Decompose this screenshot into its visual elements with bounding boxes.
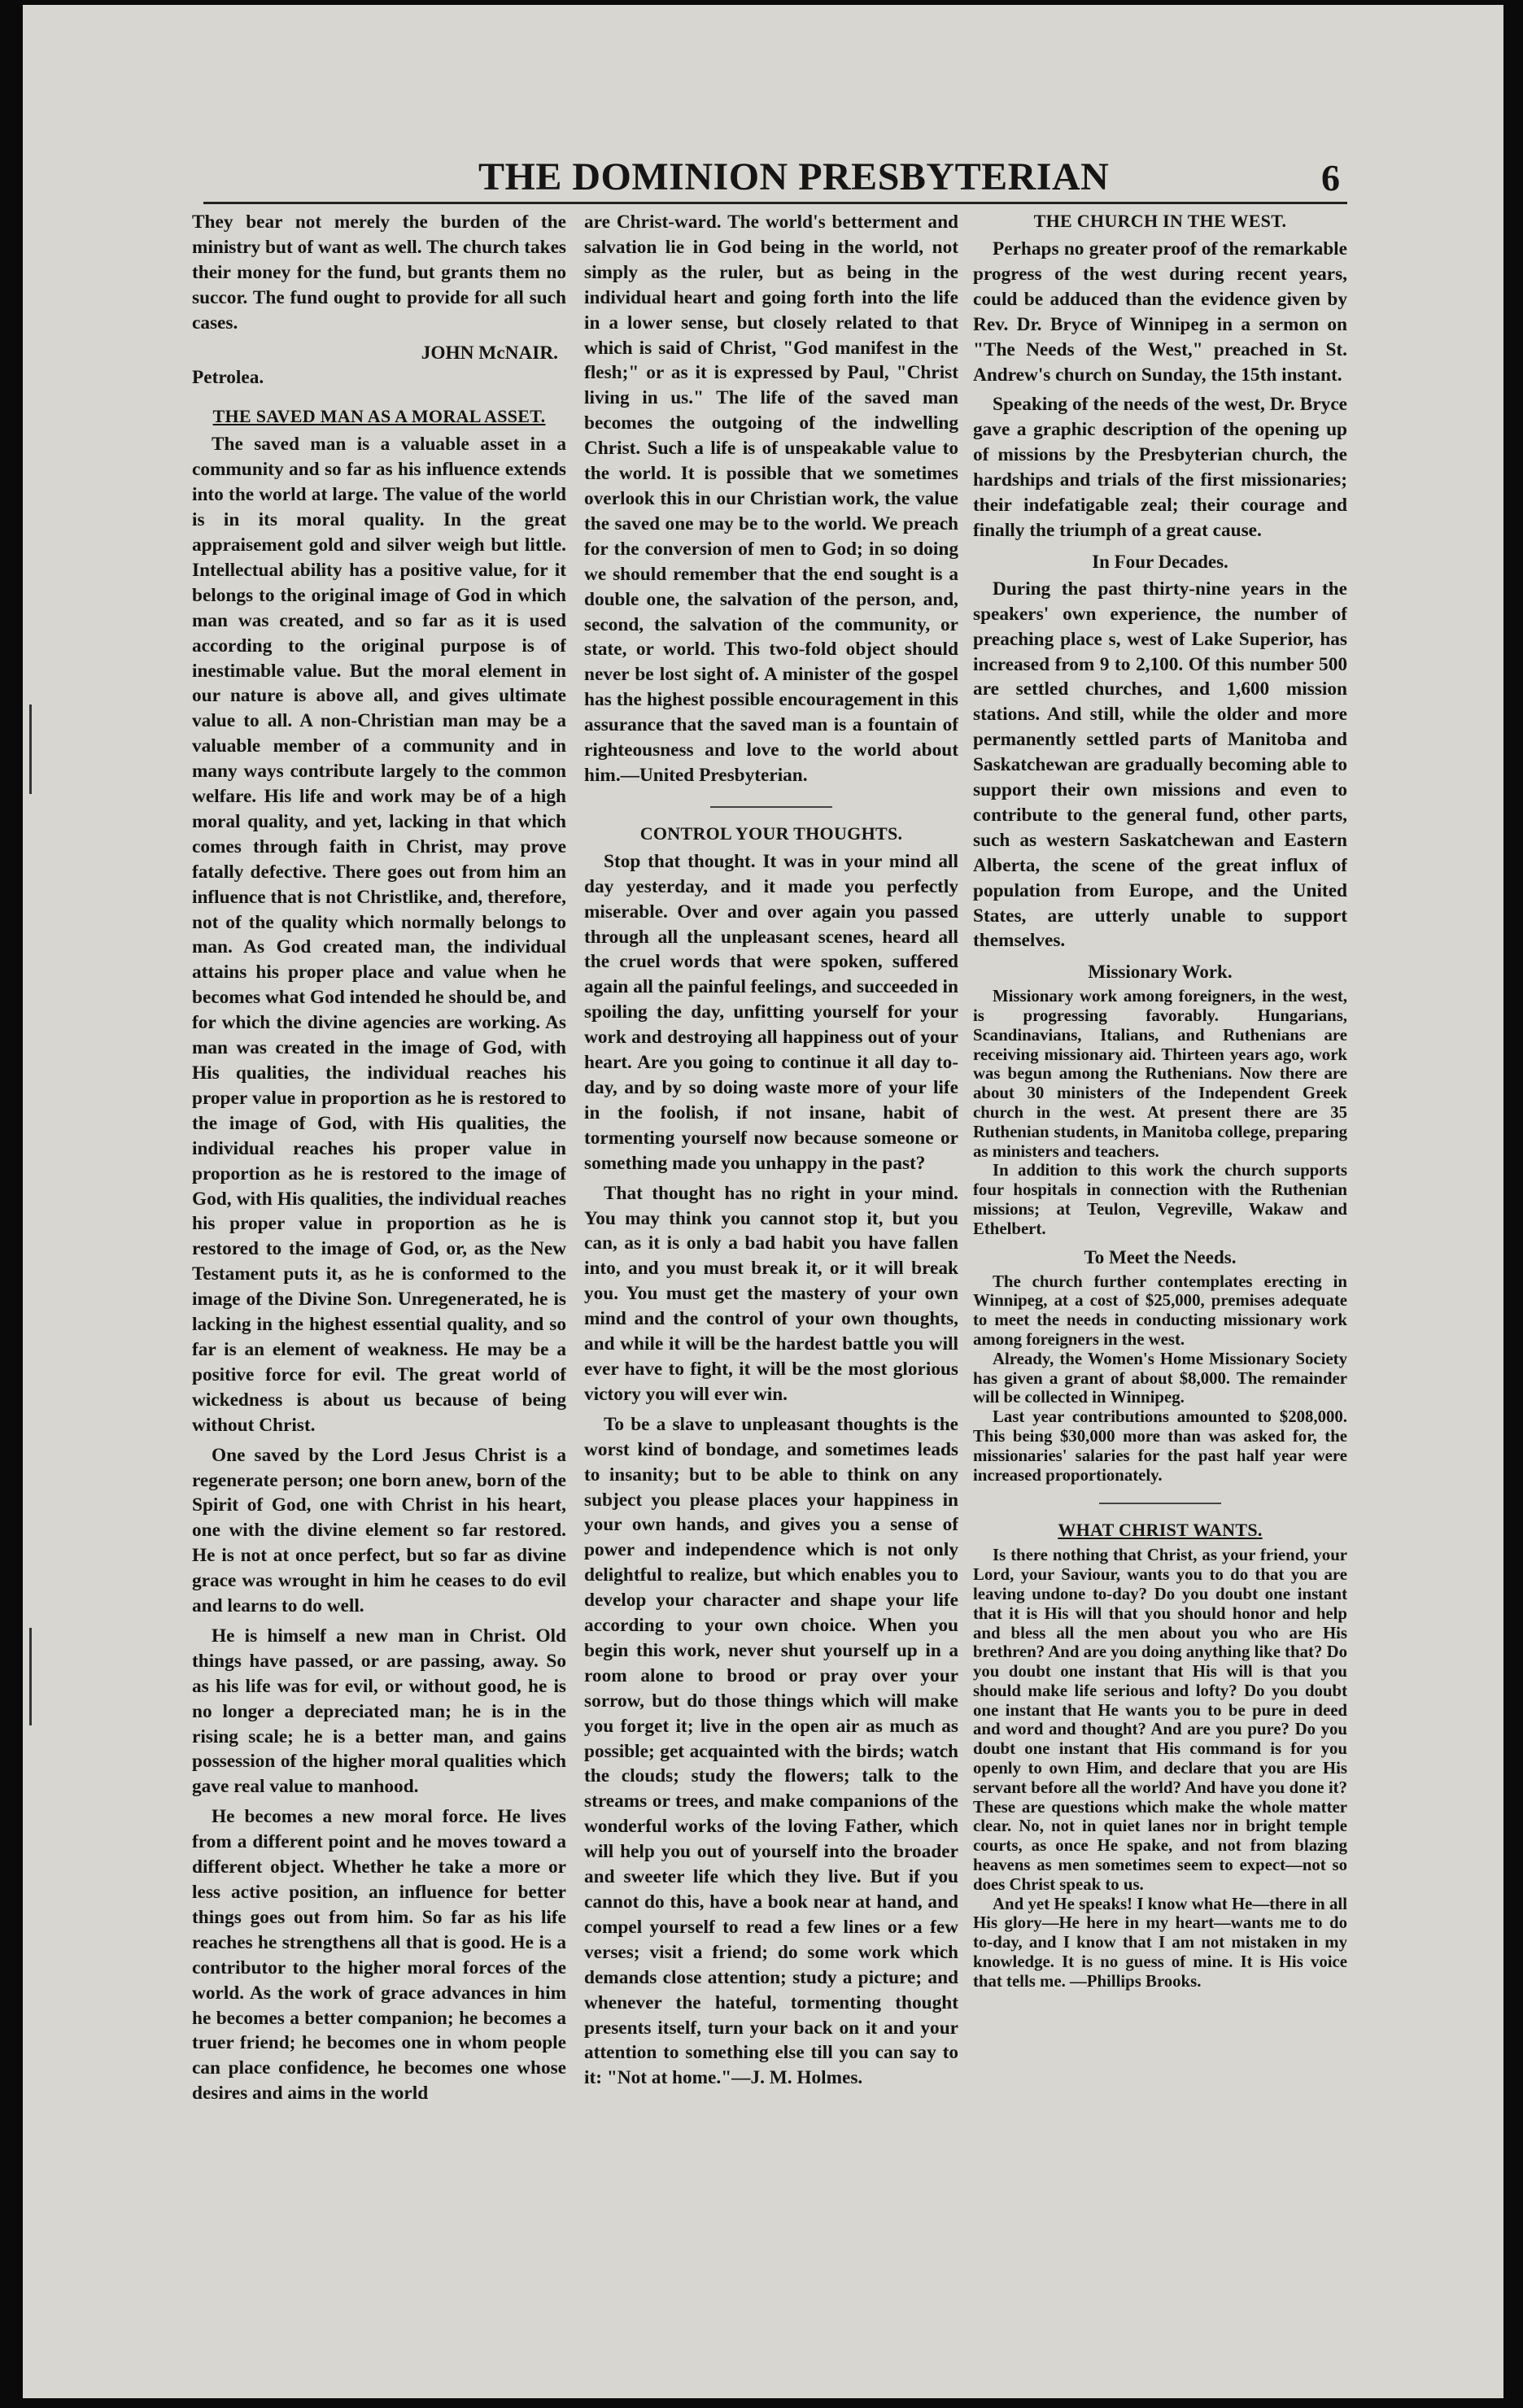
- paragraph: The saved man is a valuable asset in a community and so far as his influence extends into the world at large. The value of the world is in its moral quality. In the great appraisement gold and silver weigh but little. Intellectual ability has a positive value, for it belongs to the original image of God in which man was created, and so far as it is used according to the original purpose is of inestimable value. But the moral element in our nature is above all, and gives ultimate value to all. A non-Christian man may be a valuable member of a community and in many ways contribute largely to the common welfare. His life and work may be of a high moral quality, and yet, lacking in that which comes through faith in Christ, may prove fatally defective. There goes out from him an influence that is not Christlike, and, therefore, not of the quality which normally belongs to man. As God created man, the individual attains his proper place and value when he becomes what God intended he should be, and for which the divine agencies are working. As man was created in the image of God, with His qualities, the individual reaches his proper value in proportion as he is restored to the image of God, with His qualities, the individual reaches his proper value in proportion as he is restored to the image of God, with His qualities, the individual reaches his proper value in proportion as he is restored to the image of God, or, as the New Testament puts it, as he is conformed to the image of the Divine Son. Unregenerated, he is lacking in the highest essential quality, and so far is an element of weakness. He may be a positive force for evil. The great world of wickedness is about us because of being without Christ.: [192, 434, 566, 1436]
- paragraph: During the past thirty-nine years in the speakers' own experience, the number of preaching place s, west of Lake Superior, has increased from 9 to 2,100. Of this number 500 are settled churches, and 1,600 mission stations. And still, while the older and more permanently settled parts of Manitoba and Saskatchewan are gradually becoming able to support their own missions and even to contribute to the general fund, other parts, such as western Saskatchewan and Eastern Alberta, the scene of the great influx of population from Europe, and the United States, are utterly unable to support themselves.: [973, 578, 1347, 952]
- subheading: To Meet the Needs.: [1084, 1246, 1237, 1267]
- paragraph: Is there nothing that Christ, as your friend, your Lord, your Saviour, wants you to do that you are leaving undone to-day? Do you doubt one instant that it is His will that you should honor and help and bless all the men about you who are His brethren? And are you doing anything like that? Do you doubt one instant that His will is that you should make life serious and lofty? Do you doubt one instant that He wants you to be pure in deed and word and thought? And are you pure? Do you doubt one instant that His command is for you openly to own Him, and declare that you are His servant before all the world? And have you done it? These are questions which make the whole matter clear. No, not in quiet lanes nor in bright temple courts, as once He spake, and not from blazing heavens as men sometimes seem to expect—not so does Christ speak to us.: [973, 1546, 1347, 1894]
- paragraph: Missionary work among foreigners, in the west, is progressing favorably. Hungarians, Scandinavians, Italians, and Ruthenians are receiving missionary aid. Thirteen years ago, work was begun among the Ruthenians. Now there are about 30 ministers of the Independent Greek church in the west. At present there are 35 Ruthenian students, in Manitoba college, preparing as ministers and teachers.: [973, 987, 1347, 1161]
- small-print-block: [973, 1272, 1347, 1485]
- small-print-block: [973, 1546, 1347, 1991]
- small-print-block: [973, 987, 1347, 1238]
- column-3: [973, 210, 1347, 1991]
- paragraph: That thought has no right in your mind. You may think you cannot stop it, but you can, as it is only a bad habit you have fallen into, and you must break it, or it will break you. You must get the mastery of your own mind and the control of your own thoughts, and while it will be the hardest battle you will ever have to fight, it will be the most glorious victory you will ever win.: [584, 1182, 958, 1405]
- paragraph: Stop that thought. It was in your mind all day yesterday, and it made you perfectly miserable. Over and over again you passed through all the unpleasant scenes, heard all the cruel words that were spoken, suffered again all the painful feelings, and succeeded in spoiling the day, unfitting yourself for your work and destroying all happiness out of your heart. Are you going to continue it all day to-day, and by so doing waste more of your life in the foolish, if not insane, habit of tormenting yourself now because someone or something made you unhappy in the past?: [584, 850, 958, 1174]
- article-heading: THE CHURCH IN THE WEST.: [1033, 211, 1287, 231]
- paragraph: are Christ-ward. The world's betterment and salvation lie in God being in the world, not simply as the ruler, but as being in the individual heart and going forth into the life in a lower sense, but closely related to that which is said of Christ, "God manifest in the flesh;" or as it is expressed by Paul, "Christ living in us." The life of the saved man becomes the outgoing of the indwelling Christ. Such a life is of unspeakable value to the world. It is possible that we sometimes overlook this in our Christian work, the value the saved one may be to the world. We preach for the conversion of men to God; in so doing we should remember that the end sought is a double one, the salvation of the person, and, second, the salvation of the community, or state, or world. This two-fold object should never be lost sight of. A minister of the gospel has the highest possible encouragement in this assurance that the saved man is a fountain of righteousness and love to the world about him.—United Presbyterian.: [584, 212, 958, 786]
- paragraph: In addition to this work the church supports four hospitals in connection with the Ruthenian missions; at Teulon, Vegreville, Wakaw and Ethelbert.: [973, 1161, 1347, 1238]
- scan-edge-mark: [29, 1628, 32, 1725]
- subheading: In Four Decades.: [1092, 551, 1228, 572]
- newspaper-page: [23, 5, 1503, 2398]
- column-1: [192, 210, 566, 2111]
- header-rule: [203, 202, 1347, 204]
- place-line: Petrolea.: [192, 367, 264, 389]
- scan-edge-mark: [29, 705, 32, 794]
- article-heading: WHAT CHRIST WANTS.: [1058, 1520, 1263, 1541]
- paragraph: They bear not merely the burden of the ministry but of want as well. The church takes their money for the fund, but grants them no succor. The fund ought to provide for all such cases.: [192, 212, 566, 334]
- subheading: Missionary Work.: [1088, 962, 1233, 983]
- section-divider: [1099, 1503, 1221, 1504]
- paragraph: To be a slave to unpleasant thoughts is the worst kind of bondage, and sometimes leads to insanity; but to be able to think on any subject you please places your happiness in your own hands, and gives you a sense of power and independence which is not only delightful to realize, but which enables you to develop your character and shape your life according to your own choice. When you begin this work, never shut yourself up in a room alone to brood or pray over your sorrow, but do those things which will make you forget it; live in the open air as much as possible; get acquainted with the birds; watch the clouds; study the flowers; talk to the streams or trees, and make companions of the wonderful works of the loving Father, which will help you out of yourself into the broader and sweeter life which they live. But if you cannot do this, have a book near at hand, and compel yourself to read a few lines or a few verses; visit a friend; do some work which demands close attention; study a picture; and whenever the hateful, tormenting thought presents itself, turn your back on it and your attention to something else till you can say to it: "Not at home."—J. M. Holmes.: [584, 1413, 958, 2089]
- paragraph: And yet He speaks! I know what He—there in all His glory—He here in my heart—wants me to do to-day, and I know that I am not mistaken in my knowledge. It is no guess of mine. It is His voice that tells me. —Phillips Brooks.: [973, 1894, 1347, 1991]
- article-heading: CONTROL YOUR THOUGHTS.: [639, 822, 903, 844]
- page-number: 6: [1321, 157, 1340, 198]
- section-divider: [710, 806, 832, 808]
- signature: JOHN McNAIR.: [421, 342, 558, 364]
- paragraph: Last year contributions amounted to $208,000. This being $30,000 more than was asked for, the missionaries' salaries for the past half year were increased proportionately.: [973, 1407, 1347, 1485]
- paragraph: One saved by the Lord Jesus Christ is a regenerate person; one born anew, born of the Spirit of God, one with Christ in his heart, one with the divine element so far restored. He is not at once perfect, but so far as divine grace was wrought in him he ceases to do evil and learns to do well.: [192, 1444, 566, 1617]
- paragraph: He becomes a new moral force. He lives from a different point and he moves toward a different object. Whether he take a more or less active position, an influence for better things goes out from him. So far as his life reaches he strengthens all that is good. He is a contributor to the higher moral forces of the world. As the work of grace advances in him he becomes a better companion; he becomes a truer friend; he becomes one in whom people can place confidence, he becomes one whose desires and aims in the world: [192, 1806, 566, 2105]
- paragraph: Perhaps no greater proof of the remarkable progress of the west during recent years, could be adduced than the evidence given by Rev. Dr. Bryce of Winnipeg in a sermon on "The Needs of the West," preached in St. Andrew's church on Sunday, the 15th instant.: [973, 238, 1347, 386]
- paragraph: Already, the Women's Home Missionary Society has given a grant of about $8,000. The remainder will be collected in Winnipeg.: [973, 1349, 1347, 1407]
- paragraph: He is himself a new man in Christ. Old things have passed, or are passing, away. So as his life was for evil, or without good, he is no longer a depreciated man; he is in the rising scale; he is a better man, and gains possession of the higher moral qualities which gave real value to manhood.: [192, 1625, 566, 1798]
- masthead-title: THE DOMINION PRESBYTERIAN: [478, 155, 1110, 198]
- paragraph: Speaking of the needs of the west, Dr. Bryce gave a graphic description of the opening up of missions by the Presbyterian church, the hardships and trials of the first missionaries; their indefatigable zeal; their courage and finally the triumph of a great cause.: [973, 394, 1347, 541]
- article-heading: THE SAVED MAN AS A MORAL ASSET.: [212, 406, 546, 427]
- paragraph: The church further contemplates erecting in Winnipeg, at a cost of $25,000, premises adequate to meet the needs in conducting missionary work among foreigners in the west.: [973, 1272, 1347, 1349]
- column-2: [584, 210, 958, 2096]
